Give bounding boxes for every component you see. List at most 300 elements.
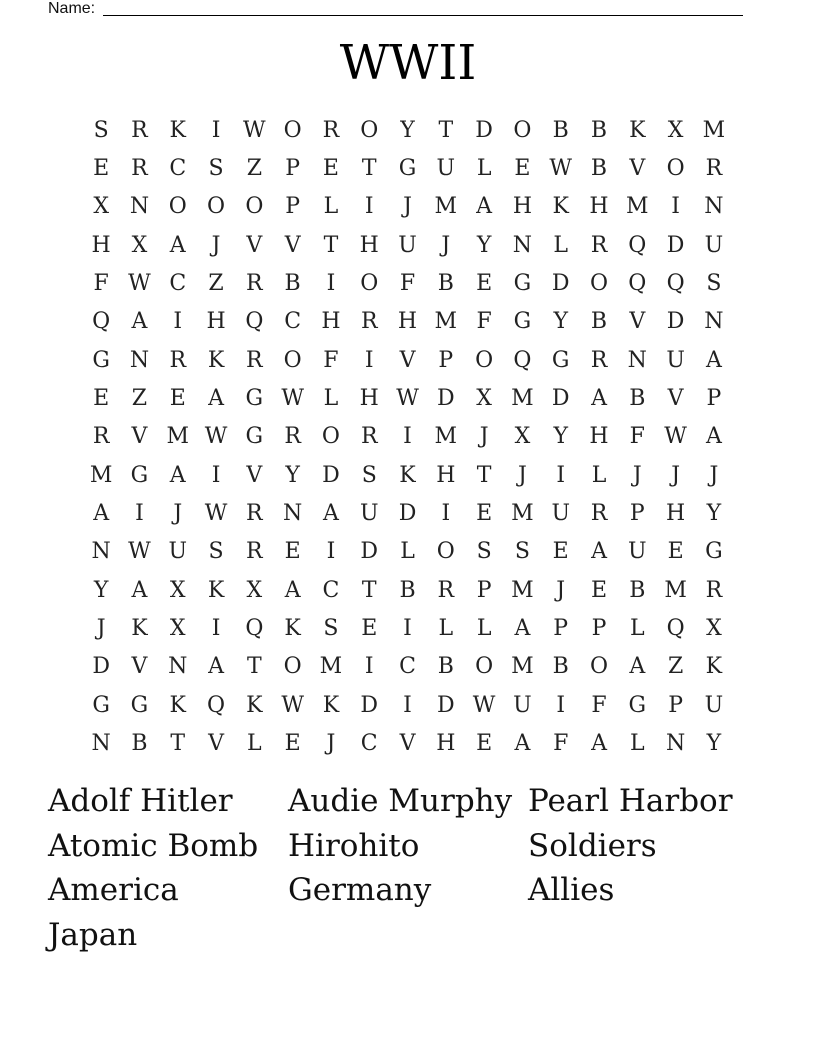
grid-letter[interactable]: I	[364, 654, 374, 680]
grid-letter[interactable]: E	[93, 156, 110, 182]
grid-letter[interactable]: U	[436, 156, 456, 182]
grid-letter[interactable]: S	[361, 462, 377, 488]
grid-letter[interactable]: W	[128, 539, 151, 565]
grid-letter[interactable]: Y	[285, 462, 300, 488]
grid-letter[interactable]: V	[629, 309, 646, 335]
grid-letter[interactable]: X	[131, 232, 148, 258]
grid-letter[interactable]: K	[169, 117, 186, 143]
grid-letter[interactable]: E	[476, 271, 493, 297]
grid-letter[interactable]: V	[246, 462, 263, 488]
grid-letter[interactable]: C	[322, 577, 340, 603]
grid-letter[interactable]: O	[475, 347, 494, 373]
grid-letter[interactable]: U	[666, 347, 685, 373]
grid-letter[interactable]: N	[512, 232, 533, 258]
grid-letter[interactable]: S	[476, 539, 492, 565]
grid-letter[interactable]: O	[168, 194, 187, 220]
grid-letter[interactable]: S	[93, 117, 109, 143]
grid-letter[interactable]: O	[207, 194, 226, 220]
grid-letter[interactable]: W	[204, 501, 228, 527]
grid-letter[interactable]: M	[702, 117, 726, 143]
grid-letter[interactable]: C	[360, 731, 378, 757]
grid-letter[interactable]: B	[284, 271, 301, 297]
grid-letter[interactable]: A	[705, 347, 722, 373]
grid-letter[interactable]: V	[208, 731, 224, 757]
grid-letter[interactable]: B	[590, 309, 608, 335]
grid-letter[interactable]: I	[403, 616, 412, 642]
grid-letter[interactable]: H	[436, 731, 456, 757]
grid-letter[interactable]: D	[398, 501, 417, 527]
grid-letter[interactable]: D	[360, 539, 379, 565]
grid-letter[interactable]: I	[135, 501, 144, 527]
grid-letter[interactable]: D	[360, 692, 379, 718]
grid-letter[interactable]: B	[552, 117, 569, 143]
grid-letter[interactable]: Z	[246, 156, 262, 182]
grid-letter[interactable]: G	[92, 347, 110, 373]
grid-letter[interactable]: Q	[666, 616, 685, 642]
grid-letter[interactable]: W	[204, 424, 228, 450]
grid-letter[interactable]: D	[551, 271, 570, 297]
grid-letter[interactable]: T	[361, 577, 377, 603]
grid-letter[interactable]: N	[283, 501, 303, 527]
grid-letter[interactable]: A	[208, 654, 224, 680]
grid-letter[interactable]: B	[590, 117, 608, 143]
grid-letter[interactable]: M	[319, 654, 343, 680]
grid-letter[interactable]: S	[514, 539, 530, 565]
grid-letter[interactable]: R	[131, 117, 148, 143]
grid-letter[interactable]: I	[364, 194, 374, 220]
grid-letter[interactable]: B	[437, 654, 454, 680]
grid-letter[interactable]: D	[551, 386, 570, 412]
grid-letter[interactable]: T	[323, 232, 339, 258]
grid-letter[interactable]: D	[437, 692, 455, 718]
grid-letter[interactable]: X	[706, 616, 722, 642]
word-list-item: Germany	[288, 872, 432, 908]
grid-letter[interactable]: P	[629, 501, 645, 527]
grid-letter[interactable]: Z	[667, 654, 684, 680]
grid-letter[interactable]: W	[472, 692, 496, 718]
grid-letter[interactable]: R	[590, 232, 608, 258]
grid-letter[interactable]: K	[322, 692, 340, 718]
grid-letter[interactable]: V	[399, 731, 416, 757]
grid-letter[interactable]: K	[399, 462, 416, 488]
grid-letter[interactable]: M	[664, 577, 687, 603]
grid-letter[interactable]: X	[169, 616, 186, 642]
grid-letter[interactable]: U	[359, 501, 379, 527]
grid-letter[interactable]: X	[476, 386, 492, 412]
grid-letter[interactable]: F	[629, 424, 645, 450]
grid-letter[interactable]: M	[626, 194, 649, 220]
grid-letter[interactable]: E	[284, 539, 301, 565]
grid-letter[interactable]: K	[552, 194, 569, 220]
grid-letter[interactable]: G	[398, 156, 417, 182]
grid-letter[interactable]: N	[704, 309, 724, 335]
grid-letter[interactable]: G	[130, 692, 149, 718]
grid-letter[interactable]: K	[131, 616, 148, 642]
grid-letter[interactable]: A	[131, 577, 148, 603]
grid-letter[interactable]: P	[476, 577, 492, 603]
grid-letter[interactable]: O	[283, 117, 302, 143]
grid-letter[interactable]: M	[511, 654, 534, 680]
grid-letter[interactable]: Q	[207, 692, 226, 718]
grid-letter[interactable]: C	[169, 271, 187, 297]
word-list-item: Audie Murphy	[288, 783, 513, 819]
grid-letter[interactable]: I	[326, 539, 336, 565]
grid-letter[interactable]: Q	[245, 616, 264, 642]
grid-letter[interactable]: E	[93, 386, 110, 412]
grid-letter[interactable]: E	[667, 539, 684, 565]
name-entry-line[interactable]	[103, 15, 743, 16]
grid-letter[interactable]: K	[705, 654, 723, 680]
grid-letter[interactable]: R	[705, 156, 723, 182]
grid-letter[interactable]: D	[437, 386, 455, 412]
grid-letter[interactable]: J	[403, 194, 412, 220]
grid-letter[interactable]: Z	[131, 386, 148, 412]
grid-letter[interactable]: R	[360, 424, 378, 450]
grid-letter[interactable]: D	[92, 654, 110, 680]
grid-letter[interactable]: H	[512, 194, 532, 220]
grid-letter[interactable]: A	[93, 501, 110, 527]
word-list-item: Soldiers	[528, 827, 657, 864]
grid-letter[interactable]: R	[246, 347, 263, 373]
grid-letter[interactable]: N	[129, 194, 150, 220]
grid-letter[interactable]: E	[361, 616, 378, 642]
grid-letter[interactable]: P	[706, 386, 722, 412]
grid-letter[interactable]: A	[514, 731, 531, 757]
word-list-item: Hirohito	[288, 827, 420, 864]
grid-letter[interactable]: V	[629, 156, 646, 182]
grid-letter[interactable]: Z	[208, 271, 224, 297]
grid-letter[interactable]: M	[434, 309, 458, 335]
grid-letter[interactable]: A	[322, 501, 339, 527]
grid-letter[interactable]: M	[89, 462, 113, 488]
grid-letter[interactable]: H	[206, 309, 226, 335]
grid-letter[interactable]: G	[513, 271, 532, 297]
grid-letter[interactable]: K	[246, 692, 263, 718]
grid-letter[interactable]: D	[322, 462, 340, 488]
grid-letter[interactable]: N	[704, 194, 724, 220]
grid-letter[interactable]: I	[211, 117, 221, 143]
grid-letter[interactable]: Y	[706, 501, 722, 527]
grid-letter[interactable]: Y	[476, 232, 492, 258]
grid-letter[interactable]: I	[364, 347, 374, 373]
grid-letter[interactable]: D	[666, 232, 685, 258]
grid-letter[interactable]: L	[323, 386, 339, 412]
grid-letter[interactable]: U	[168, 539, 188, 565]
grid-letter[interactable]: E	[476, 731, 493, 757]
grid-letter[interactable]: L	[476, 616, 492, 642]
grid-letter[interactable]: O	[360, 117, 379, 143]
grid-letter[interactable]: E	[284, 731, 301, 757]
grid-letter[interactable]: W	[549, 156, 573, 182]
grid-letter[interactable]: C	[284, 309, 302, 335]
grid-letter[interactable]: H	[359, 232, 379, 258]
grid-letter[interactable]: H	[666, 501, 686, 527]
grid-letter[interactable]: I	[671, 194, 680, 220]
grid-letter[interactable]: O	[321, 424, 340, 450]
grid-letter[interactable]: W	[664, 424, 687, 450]
grid-letter[interactable]: X	[169, 577, 186, 603]
grid-letter[interactable]: R	[169, 347, 187, 373]
grid-letter[interactable]: B	[399, 577, 416, 603]
grid-letter[interactable]: B	[437, 271, 454, 297]
grid-letter[interactable]: K	[207, 577, 225, 603]
grid-letter[interactable]: C	[169, 156, 187, 182]
grid-letter[interactable]: J	[96, 616, 106, 642]
grid-letter[interactable]: R	[322, 117, 340, 143]
grid-letter[interactable]: A	[591, 731, 607, 757]
grid-letter[interactable]: E	[476, 501, 493, 527]
grid-letter[interactable]: P	[285, 194, 301, 220]
grid-letter[interactable]: I	[403, 424, 412, 450]
grid-letter[interactable]: R	[360, 309, 378, 335]
grid-letter[interactable]: H	[91, 232, 111, 258]
grid-letter[interactable]: M	[166, 424, 189, 450]
grid-letter[interactable]: S	[208, 539, 224, 565]
grid-letter[interactable]: R	[705, 577, 723, 603]
grid-letter[interactable]: H	[321, 309, 341, 335]
grid-letter[interactable]: R	[437, 577, 455, 603]
grid-letter[interactable]: L	[247, 731, 262, 757]
grid-letter[interactable]: A	[169, 232, 186, 258]
grid-letter[interactable]: U	[551, 501, 570, 527]
grid-letter[interactable]: V	[667, 386, 684, 412]
grid-letter[interactable]: J	[709, 462, 719, 488]
grid-letter[interactable]: Y	[706, 731, 722, 757]
grid-letter[interactable]: R	[131, 156, 148, 182]
grid-letter[interactable]: K	[207, 347, 225, 373]
grid-letter[interactable]: R	[590, 347, 608, 373]
name-row	[48, 0, 748, 18]
grid-letter[interactable]: W	[396, 386, 419, 412]
grid-letter[interactable]: D	[666, 309, 685, 335]
grid-letter[interactable]: K	[169, 692, 186, 718]
grid-letter[interactable]: F	[476, 309, 492, 335]
grid-letter[interactable]: H	[397, 309, 418, 335]
word-search-grid	[82, 111, 734, 763]
grid-letter[interactable]: A	[476, 194, 493, 220]
grid-letter[interactable]: O	[475, 654, 494, 680]
grid-letter[interactable]: I	[211, 616, 221, 642]
grid-letter[interactable]: G	[92, 692, 110, 718]
grid-letter[interactable]: B	[552, 654, 569, 680]
grid-letter[interactable]: X	[514, 424, 531, 450]
grid-letter[interactable]: J	[173, 501, 183, 527]
grid-letter[interactable]: V	[131, 654, 148, 680]
word-list-item: Adolf Hitler	[48, 783, 233, 819]
grid-letter[interactable]: I	[211, 462, 221, 488]
grid-letter[interactable]: I	[556, 462, 566, 488]
grid-letter[interactable]: W	[243, 117, 266, 143]
grid-letter[interactable]: O	[589, 271, 609, 297]
grid-letter[interactable]: E	[322, 156, 339, 182]
grid-letter[interactable]: T	[246, 654, 262, 680]
grid-letter[interactable]: A	[705, 424, 722, 450]
grid-letter[interactable]: I	[403, 692, 412, 718]
grid-letter[interactable]: U	[628, 539, 647, 565]
grid-letter[interactable]: K	[284, 616, 301, 642]
grid-letter[interactable]: P	[591, 616, 607, 642]
grid-letter[interactable]: O	[283, 654, 302, 680]
grid-letter[interactable]: A	[208, 386, 224, 412]
grid-letter[interactable]: G	[551, 347, 570, 373]
grid-letter[interactable]: D	[475, 117, 493, 143]
grid-letter[interactable]: F	[323, 347, 339, 373]
grid-letter[interactable]: U	[398, 232, 417, 258]
grid-letter[interactable]: X	[246, 577, 263, 603]
grid-letter[interactable]: Y	[93, 577, 109, 603]
grid-letter[interactable]: O	[245, 194, 264, 220]
grid-letter[interactable]: J	[518, 462, 527, 488]
grid-letter[interactable]: J	[479, 424, 489, 450]
grid-letter[interactable]: O	[360, 271, 379, 297]
grid-letter[interactable]: P	[553, 616, 569, 642]
grid-letter[interactable]: R	[246, 539, 263, 565]
grid-letter[interactable]: N	[91, 539, 111, 565]
grid-letter[interactable]: N	[91, 731, 111, 757]
grid-letter[interactable]: E	[552, 539, 569, 565]
grid-letter[interactable]: Q	[245, 309, 264, 335]
grid-letter[interactable]: Q	[666, 271, 685, 297]
grid-letter[interactable]: F	[553, 731, 569, 757]
grid-letter[interactable]: O	[283, 347, 302, 373]
grid-letter[interactable]: A	[514, 616, 531, 642]
grid-letter[interactable]: S	[323, 616, 339, 642]
grid-letter[interactable]: T	[361, 156, 377, 182]
grid-letter[interactable]: E	[514, 156, 531, 182]
grid-letter[interactable]: K	[629, 117, 646, 143]
grid-letter[interactable]: X	[667, 117, 684, 143]
grid-letter[interactable]: P	[285, 156, 301, 182]
grid-letter[interactable]: R	[284, 424, 301, 450]
grid-letter[interactable]: L	[630, 731, 645, 757]
grid-letter[interactable]: R	[246, 271, 263, 297]
grid-letter[interactable]: J	[326, 731, 336, 757]
grid-letter[interactable]: L	[438, 616, 454, 642]
page-title: WWII	[339, 35, 477, 91]
grid-letter[interactable]: G	[245, 424, 264, 450]
grid-letter[interactable]: L	[591, 462, 607, 488]
grid-letter[interactable]: T	[438, 117, 454, 143]
grid-letter[interactable]: G	[130, 462, 149, 488]
grid-letter[interactable]: T	[170, 731, 186, 757]
grid-letter[interactable]: V	[131, 424, 148, 450]
grid-letter[interactable]: R	[590, 501, 608, 527]
grid-letter[interactable]: A	[591, 539, 607, 565]
grid-letter[interactable]: J	[556, 577, 566, 603]
name-label: Name:	[48, 0, 96, 17]
grid-letter[interactable]: R	[246, 501, 263, 527]
grid-letter[interactable]: G	[245, 386, 264, 412]
grid-letter[interactable]: I	[173, 309, 183, 335]
grid-letter[interactable]: J	[671, 462, 681, 488]
grid-letter[interactable]: B	[629, 386, 646, 412]
grid-letter[interactable]: I	[441, 501, 451, 527]
grid-letter[interactable]: U	[704, 692, 724, 718]
grid-letter[interactable]: N	[665, 731, 686, 757]
grid-letter[interactable]: F	[399, 271, 416, 297]
grid-letter[interactable]: V	[399, 347, 416, 373]
grid-letter[interactable]: H	[589, 424, 609, 450]
grid-letter[interactable]: Y	[400, 117, 415, 143]
grid-letter[interactable]: Q	[513, 347, 532, 373]
grid-letter[interactable]: H	[359, 386, 379, 412]
grid-letter[interactable]: N	[129, 347, 150, 373]
grid-letter[interactable]: Q	[92, 309, 111, 335]
grid-letter[interactable]: W	[281, 692, 304, 718]
grid-letter[interactable]: G	[513, 309, 532, 335]
grid-letter[interactable]: M	[434, 424, 458, 450]
grid-letter[interactable]: F	[591, 692, 607, 718]
grid-letter[interactable]: Y	[553, 309, 568, 335]
grid-letter[interactable]: I	[326, 271, 336, 297]
grid-letter[interactable]: A	[131, 309, 148, 335]
grid-letter[interactable]: G	[628, 692, 647, 718]
grid-letter[interactable]: S	[208, 156, 224, 182]
grid-letter[interactable]: T	[476, 462, 492, 488]
grid-letter[interactable]: E	[169, 386, 186, 412]
grid-letter[interactable]: U	[513, 692, 532, 718]
grid-letter[interactable]: S	[706, 271, 722, 297]
grid-letter[interactable]: B	[131, 731, 148, 757]
grid-letter[interactable]: A	[169, 462, 186, 488]
grid-letter[interactable]: J	[211, 232, 221, 258]
grid-letter[interactable]: A	[629, 654, 646, 680]
grid-letter[interactable]: N	[168, 654, 188, 680]
grid-letter[interactable]: M	[434, 194, 458, 220]
grid-letter[interactable]: G	[705, 539, 723, 565]
grid-letter[interactable]: M	[511, 501, 534, 527]
grid-letter[interactable]: O	[589, 654, 609, 680]
grid-letter[interactable]: O	[666, 156, 685, 182]
grid-letter[interactable]: R	[92, 424, 110, 450]
grid-letter[interactable]: V	[284, 232, 301, 258]
grid-letter[interactable]: O	[513, 117, 532, 143]
grid-letter[interactable]: L	[476, 156, 492, 182]
grid-letter[interactable]: B	[629, 577, 646, 603]
grid-letter[interactable]: F	[93, 271, 109, 297]
grid-letter[interactable]: A	[591, 386, 607, 412]
grid-letter[interactable]: L	[553, 232, 569, 258]
grid-letter[interactable]: B	[590, 156, 608, 182]
grid-letter[interactable]: V	[246, 232, 263, 258]
grid-letter[interactable]: P	[438, 347, 454, 373]
grid-letter[interactable]: H	[589, 194, 609, 220]
grid-letter[interactable]: W	[128, 271, 151, 297]
grid-letter[interactable]: Q	[628, 271, 647, 297]
grid-letter[interactable]: P	[668, 692, 683, 718]
grid-letter[interactable]: I	[556, 692, 566, 718]
grid-letter[interactable]: A	[284, 577, 301, 603]
grid-letter[interactable]: W	[281, 386, 304, 412]
grid-letter[interactable]: N	[627, 347, 647, 373]
grid-letter[interactable]: H	[436, 462, 456, 488]
grid-letter[interactable]: X	[93, 194, 109, 220]
grid-letter[interactable]: M	[511, 577, 534, 603]
grid-letter[interactable]: J	[441, 232, 451, 258]
grid-letter[interactable]: Y	[553, 424, 568, 450]
grid-letter[interactable]: Q	[628, 232, 647, 258]
grid-letter[interactable]: M	[511, 386, 534, 412]
grid-letter[interactable]: E	[590, 577, 608, 603]
grid-letter[interactable]: O	[436, 539, 455, 565]
grid-letter[interactable]: C	[399, 654, 416, 680]
grid-letter[interactable]: J	[632, 462, 642, 488]
grid-letter[interactable]: L	[323, 194, 339, 220]
grid-letter[interactable]: U	[704, 232, 724, 258]
word-list-item: Japan	[48, 916, 138, 953]
grid-letter[interactable]: L	[630, 616, 645, 642]
grid-letter[interactable]: L	[400, 539, 415, 565]
